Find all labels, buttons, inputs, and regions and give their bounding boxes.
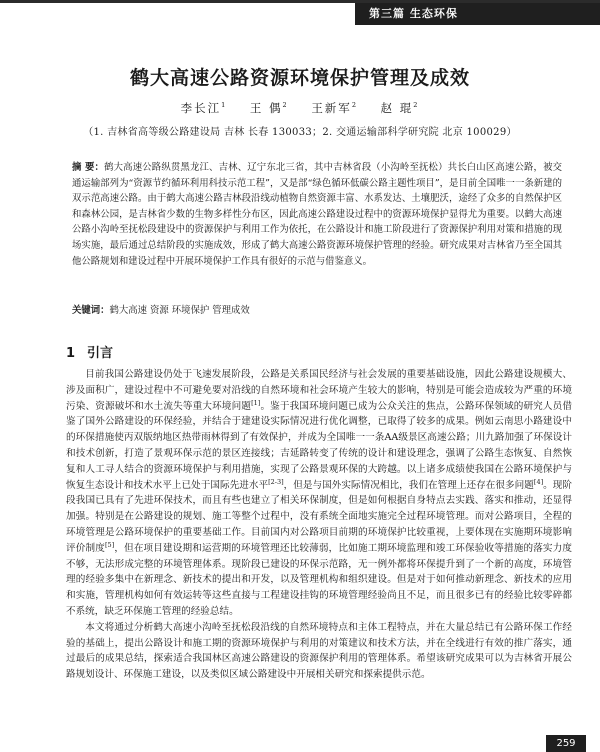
author-name: 赵 琨 <box>380 101 414 115</box>
paper-title: 鹤大高速公路资源环境保护管理及成效 <box>129 67 470 89</box>
citation: [1] <box>251 398 261 407</box>
citation: [2-3] <box>268 477 284 486</box>
section-heading <box>66 342 113 361</box>
text-run: 。鉴于我国环境问题已成为公众关注的焦点，公路环保领域的研究人员借鉴了国外公路建设的环保经验，并结合于建建设实际情况进行优化调整，已取得了较多的成果。例如云南思小路建设中的环保措施使丙双版纳地区热带雨林得到了有效保护，并成为全国唯一一条AA级景区高速公路；川九路加强了环保设计和技术创新，打造了景观环保示范的景区连接线；吉延路转变了传统的设计和建设理念，强调了公路生态恢复、自然恢复和人工寻人结合的资源环境保护与利用措施，实现了公路景观环保的大跨越。以上诸多成绩使我国在公路环境保护与恢复生态设计和技术水平上已处于国际先进水平 <box>66 400 573 491</box>
keywords-block <box>72 304 562 318</box>
author-affil-mark: 2 <box>351 101 358 110</box>
keywords-text: 鹤大高速 资源 环境保护 管理成效 <box>109 305 250 316</box>
text-run: ，但是与国外实际情况相比，我们在管理上还存在很多问题 <box>283 479 534 491</box>
body-text <box>66 367 572 683</box>
section-number: 1 <box>66 346 76 361</box>
section-title: 引言 <box>87 346 114 361</box>
author-affil-mark: 1 <box>221 101 228 110</box>
author-name: 王新军 <box>311 101 352 115</box>
author-affil-mark: 2 <box>282 101 289 110</box>
running-header-section: 第三篇 生态环保 <box>355 3 600 25</box>
author-line <box>0 100 600 116</box>
keywords-label: 关键词： <box>72 305 110 316</box>
abstract-label: 摘 要： <box>72 162 105 173</box>
author-name: 王 偶 <box>249 101 283 115</box>
page-number: 259 <box>546 735 586 752</box>
text-run: 目前我国公路建设仍处于飞速发展阶段，公路是关系国民经济与社会发展的重要基础设施，因此公路建设规模大、涉及面积广，建设过程中不可避免要对沿线的自然环境和社会环境产生较大的影响，特别是可能会造成较为严重的环境污染、资源破坏和水土流失等重大环境问题 <box>66 369 572 412</box>
affiliation: （1. 吉林省高等级公路建设局 吉林 长春 130033；2. 交通运输部科学研究院 北京 100029） <box>83 127 517 138</box>
paragraph: 本文将通过分析鹤大高速小沟岭至抚松段沿线的自然环境特点和主体工程特点，并在大量总结已有公路环保工作经验的基础上，提出公路设计和施工期的资源环境保护与利用的对策建议和技术方法，并在全线进行有效的推广落实，通过最后的成果总结，探索适合我国林区高速公路建设的资源保护利用的管理体系。希望该研究成果可以为吉林省开展公路规划设计、环保施工建设，以及类似区域公路建设中开展相关研究和探索提供示范。 <box>66 621 572 681</box>
author-affil-mark: 2 <box>413 101 420 110</box>
abstract-block <box>72 160 562 269</box>
citation: [5] <box>104 540 115 549</box>
author-name: 李长江 <box>180 101 222 115</box>
text-run: 。现阶段我国已具有了先进环保技术，而且有些也建立了相关环保制度，但是如何根据自身特点去实践、落实和推动，还显得加强。特别是在公路建设的规划、施工等整个过程中，没有系统全面地实施完全过程环境管理。而对公路项目，全程的环境管理是公路环境保护的重要基础工作。目前国内对公路项目前期的环境保护比较重视，上要体现在实施期环境影响评价制度 <box>66 479 573 554</box>
citation: [4] <box>533 477 544 486</box>
paragraph <box>66 367 572 620</box>
abstract-text: 鹤大高速公路纵贯黑龙江、吉林、辽宁东北三省，其中吉林省段（小沟岭至抚松）共长白山区高速公路，被交通运输部列为“资源节约循环利用科技示范工程”，又是部“绿色循环低碳公路主题性项目”，是目前全国唯一一条新建的双示范高速公路。由于鹤大高速公路吉林段沿线动植物自然资源丰富、水系发达、土壤肥沃，途经了众多的自然保护区和森林公园，是吉林省少数的生物多样性分布区，因此高速公路建设过程中的资源环境保护显得尤为重要。以鹤大高速公路小沟岭至抚松段建设中的资源保护与利用工作为依托，在公路设计和施工阶段进行了资源保护利用对策和措施的现场实施，最后通过总结阶段的实施成效，形成了鹤大高速公路资源环境保护管理的经验。研究成果对吉林省乃至全国其他公路规划和建设过程中开展环境保护工作具有很好的示范与借鉴意义。 <box>72 162 563 267</box>
text-run: ，但在项目建设期和运营期的环境管理还比较薄弱，比如施工期环境监理和竣工环保验收等措施的落实力度不够，无法形成完整的环境管理体系。现阶段已建设的环保示范路，无一例外都将环保提升到了一个新的高度，环境管理的经验多集中在新理念、新技术的提出和开发，以及管理机构和组织建设。但是对于如何推动新理念、新技术的应用和实施，管理机构如何有效运转等这些直接与工程建设挂钩的环境管理经验尚且不足，而且很多已有的经验比较零碎都不系统，缺乏环保施工管理的经验总结。 <box>66 542 573 617</box>
